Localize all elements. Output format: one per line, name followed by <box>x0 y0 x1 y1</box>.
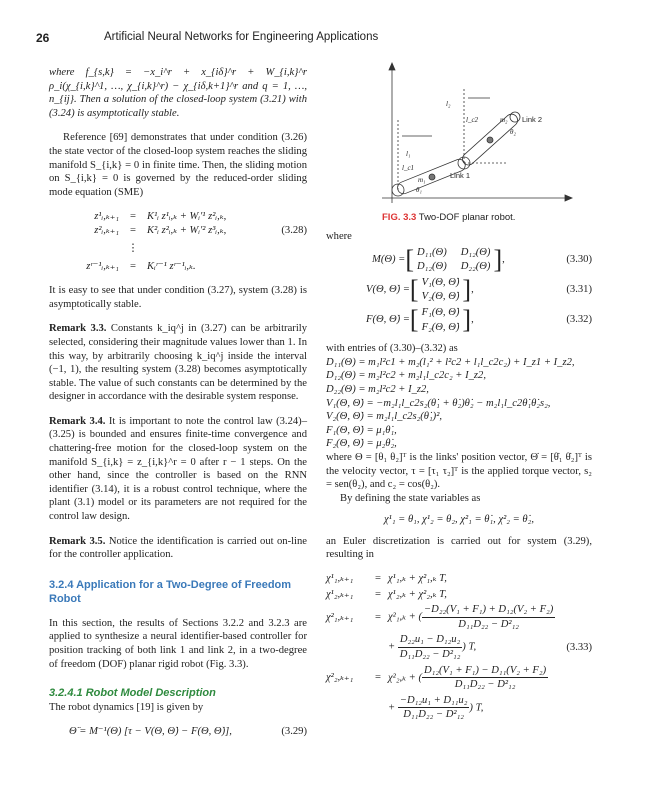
paragraph-stability: It is easy to see that under condition (3.27), system (3.28) is asymptotically stable. <box>49 285 307 310</box>
equation-number: (3.33) <box>566 641 592 653</box>
paragraph-vectors: where Θ = [θ₁ θ₂]ᵀ is the links' position vector, Θ̇ = [θ̇₁ θ̇₂]ᵀ is the velocity vector, τ = [τ₁ τ₂]ᵀ is the applied torque vector, s₂ = sen(θ₂), and c₂ = cos(θ₂). <box>326 451 592 491</box>
equation-3-29: Θ̈ = M⁻¹(Θ) [τ − V(Θ, Θ̇) − F(Θ, Θ̇)], (3.29) <box>69 726 307 738</box>
subsection-heading: 3.2.4.1 Robot Model Description <box>49 687 216 700</box>
label-link1: Link 1 <box>450 171 471 180</box>
robot-figure <box>372 58 582 208</box>
paragraph-section: In this section, the results of Sections 3.2.2 and 3.2.3 are applied to synthesize a neural identifier-based controller for position tracking of both link 1 and link 2, in a two-degree of freedom (DOF) planar rigid robot (Fig. 3.3). <box>49 617 307 670</box>
equation-3-33: χ¹₁,ₖ₊₁ = χ¹₁,ₖ + χ²₁,ₖ T, χ¹₂,ₖ₊₁ = χ¹₂,ₖ + χ²₂,ₖ T, χ²₁,ₖ₊₁ = χ²₁,ₖ + ( $\frac{\text{−D₂₂(V₁ + F₁) + D₁₂(V₂ + F₂)}}{\text{D₁₁D₂₂ − D²₁₂}}$ + $\frac{\text{D₂₂u₁ − D₁₂u₂}}{\text{D₁₁D₂₂ − D²₁₂}}$ ) T, (3.33) χ²₂,ₖ₊₁ = χ²₂,ₖ + ( $\frac{\text{D₁₂(V₁ + F₁) − D₁₁(V₂ + F₂)}}{\text{D₁₁D₂₂ − D²₁₂}}$ + $\frac{\text{−D₁₂u₁ + D₁₁u₂}}{\text{D₁₁D₂₂ − D²₁₂}}$ ) T, <box>326 573 592 721</box>
label-lc2: l_c2 <box>466 116 479 124</box>
label-l1: l₁ <box>406 150 411 158</box>
running-title: Artificial Neural Networks for Engineering Applications <box>104 31 379 43</box>
equation-3-31: V(Θ, Θ̇) = [ V₁(Θ, Θ̇) V₂(Θ, Θ̇) ] , (3.31) <box>366 274 592 304</box>
equation-3-30: M(Θ) = [ D₁₁(Θ) D₁₂(Θ) D₁₂(Θ) D₂₂(Θ) ] , (3.30) <box>372 244 592 274</box>
paragraph-dynamics: The robot dynamics [19] is given by <box>49 701 204 713</box>
equation-3-32: F(Θ, Θ̇) = [ F₁(Θ, Θ̇) F₂(Θ, Θ̇) ] , (3.32) <box>366 305 592 335</box>
equation-3-28: z¹ᵢ,ₖ₊₁ = K¹ᵢ z¹ᵢ,ₖ + Wᵢ'¹ z²ᵢ,ₖ, z²ᵢ,ₖ₊₁ = K²ᵢ z²ᵢ,ₖ + Wᵢ'² z³ᵢ,ₖ, (3.28) ⋮ zʳ⁻¹ᵢ,ₖ₊₁ = Kᵢʳ⁻¹ zʳ⁻¹ᵢ,ₖ. <box>86 211 307 272</box>
entries-intro: with entries of (3.30)–(3.32) as <box>326 343 458 355</box>
page-header <box>36 31 612 49</box>
paragraph-euler: an Euler discretization is carried out for system (3.29), resulting in <box>326 535 592 561</box>
label-m2: m₂ <box>500 116 508 124</box>
label-t2: θ₂ <box>510 128 516 136</box>
where-text: where <box>326 231 352 242</box>
label-m1: m₁ <box>418 176 426 184</box>
label-t1: θ₁ <box>416 186 422 194</box>
remark-3-4: Remark 3.4. It is important to note the control law (3.24)–(3.25) is bounded and ensures finite-time convergence and chattering-free motion for the closed-loop system on the manifold S_{i,k} = z_{i,k}^r = 0 after r − 1 steps. On the other hand, since the controller is based on the RNN identifier (3.14), it is a robust control technique, where the plant (3.1) model or its parameters are not required for the control law design. <box>49 415 307 523</box>
entry-f1: F₁(Θ, Θ̇) = μ₁θ̇₁, <box>326 424 397 436</box>
right-column <box>326 230 592 724</box>
remark-3-3: Remark 3.3. Constants k_iq^j in (3.27) can be arbitrarily selected, considering their magnitude values lower than 1. In this way, by arbitrarily choosing k_iq^j inside the interval (−1, 1), the resulting system (3.28) becomes asymptotically stable. The value of such constants can be determined by the designer in accordance with the desirable system response. <box>49 323 307 403</box>
label-lc1: l_c1 <box>402 164 415 172</box>
label-link2: Link 2 <box>522 115 543 124</box>
page-number: 26 <box>36 31 50 45</box>
theorem-tail: where f_{s,k} = −x_i^r + x_{iδ}^r + W_{i,k}^r ρ_i(χ_{i,k}^1, …, χ_{i,k}^r) − χ_{iδ,k+1}^r and q = 1, …, n_{ij}. Then a solution of the closed-loop system (3.21) with (3.24) is asymptotically stable. <box>49 67 307 119</box>
paragraph-sme: Reference [69] demonstrates that under condition (3.26) the state vector of the closed-loop system reaches the sliding manifold S_{i,k} = 0 in finite time. Then, the sliding motion on S_{i,k} = 0 is governed by the reduced-order sliding mode equation (SME) <box>49 132 307 198</box>
state-variables: χ¹₁ = θ₁, χ¹₂ = θ₂, χ²₁ = θ̇₁, χ²₂ = θ̇₂, <box>384 514 534 526</box>
entry-d11: D₁₁(Θ) = m₁l²c1 + m₂(l₁² + l²c2 + l₁l_c2c₂) + I_z1 + I_z2, <box>326 356 575 368</box>
entry-d22: D₂₂(Θ) = m₂l²c2 + I_z2, <box>326 383 429 395</box>
left-column <box>49 66 307 739</box>
label-l2: l₂ <box>446 100 451 108</box>
entry-f2: F₂(Θ, Θ̇) = μ₂θ̇₂, <box>326 438 397 450</box>
entry-v1: V₁(Θ, Θ̇) = −m₂l₁l_c2s₂(θ̇₁ + θ̇₂)θ̇₂ − m₂l₁l_c2θ̇₁θ̇₂s₂, <box>326 397 551 409</box>
entry-v2: V₂(Θ, Θ̇) = m₂l₁l_c2s₂(θ̇₁)², <box>326 411 443 423</box>
remark-3-5: Remark 3.5. Notice the identification is carried out on-line for the controller application. <box>49 535 307 561</box>
paragraph-states: By defining the state variables as <box>340 492 481 504</box>
section-heading-3-2-4: 3.2.4 Application for a Two-Degree of Freedom Robot <box>49 578 292 605</box>
figure-caption: FIG. 3.3 Two-DOF planar robot. <box>382 212 516 223</box>
equation-number: (3.28) <box>281 224 307 236</box>
entry-d12: D₁₂(Θ) = m₂l²c2 + m₂l₁l_c2c₂ + I_z2, <box>326 370 486 382</box>
